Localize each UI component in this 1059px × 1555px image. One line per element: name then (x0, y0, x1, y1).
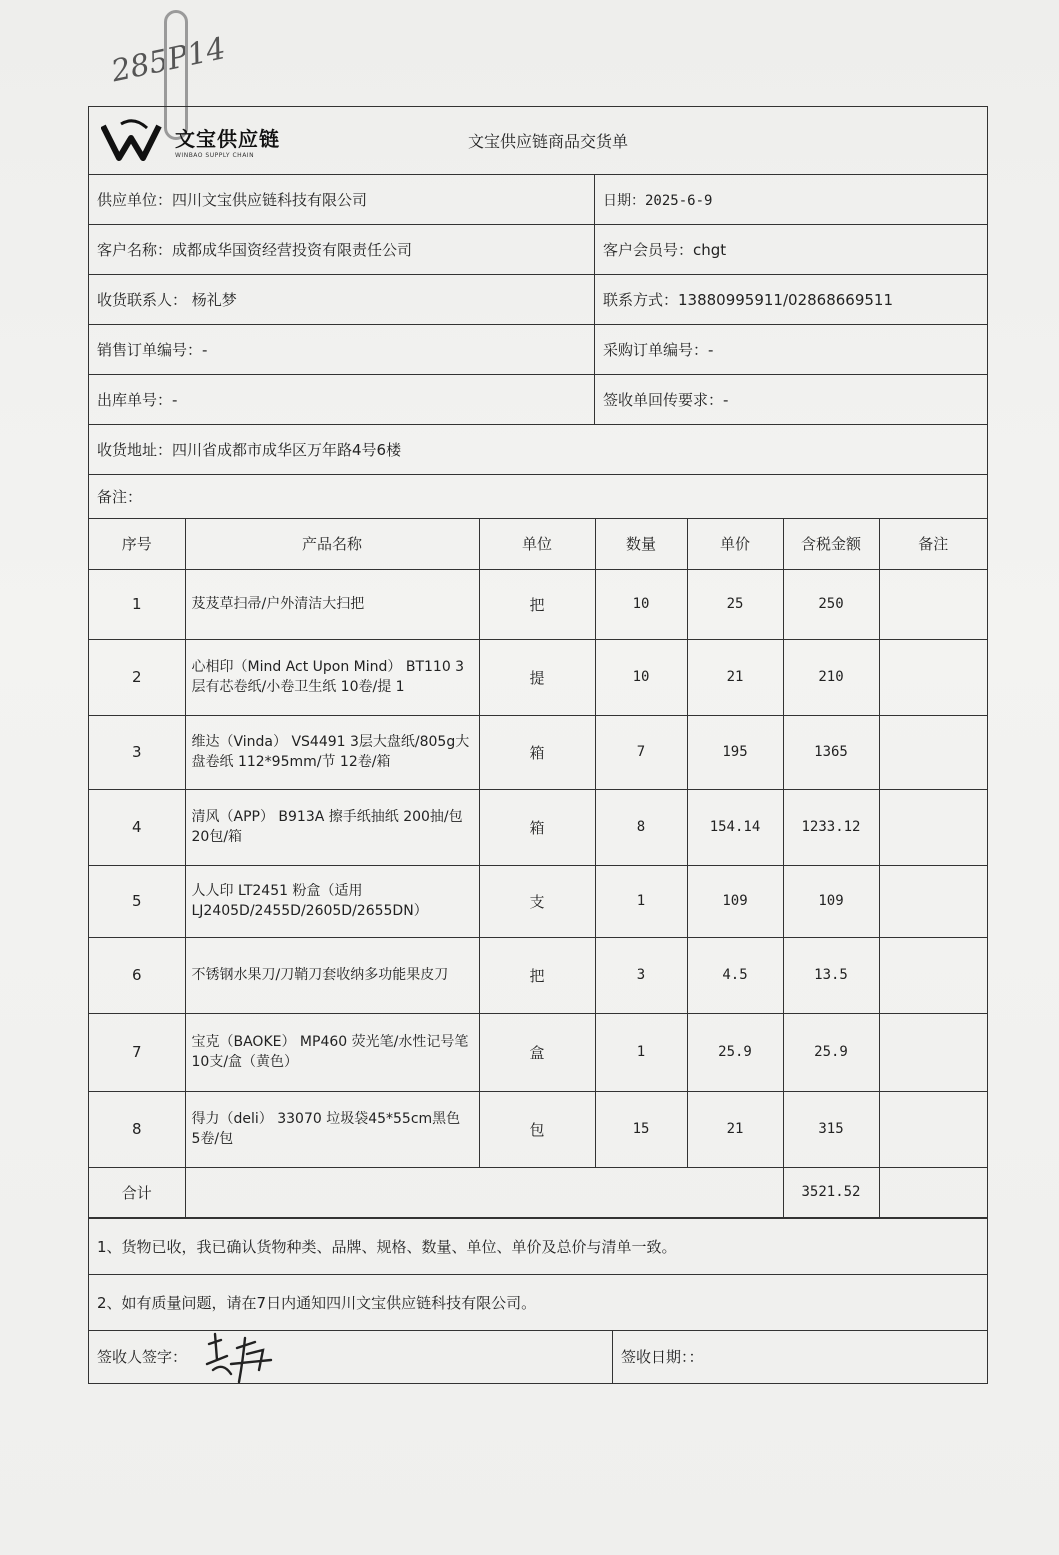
row-unit: 把 (479, 937, 595, 1013)
row-note (879, 1013, 987, 1091)
company-logo (89, 107, 321, 174)
row-qty: 15 (595, 1091, 687, 1167)
table-row (89, 789, 987, 865)
logo-name-en: WINBAO SUPPLY CHAIN (175, 151, 255, 159)
row-product-name: 人人印 LT2451 粉盒（适用LJ2405D/2455D/2605D/2655DN） (185, 865, 479, 937)
row-note (879, 715, 987, 789)
delivery-form (88, 106, 988, 1384)
row-amount: 13.5 (783, 937, 879, 1013)
row-unit: 包 (479, 1091, 595, 1167)
info-row-remarks (89, 475, 987, 519)
date-field: 日期：2025-6-9 (603, 192, 713, 209)
col-header-price: 单价 (687, 519, 783, 569)
row-product-name: 不锈钢水果刀/刀鞘刀套收纳多功能果皮刀 (185, 937, 479, 1013)
note-row-1 (89, 1219, 987, 1275)
row-amount: 1233.12 (783, 789, 879, 865)
row-amount: 1365 (783, 715, 879, 789)
row-price: 25.9 (687, 1013, 783, 1091)
document-title: 文宝供应链商品交货单 (467, 132, 628, 151)
row-qty: 7 (595, 715, 687, 789)
row-qty: 1 (595, 1013, 687, 1091)
row-price: 21 (687, 1091, 783, 1167)
row-qty: 10 (595, 569, 687, 639)
note-row-2 (89, 1275, 987, 1331)
row-amount: 25.9 (783, 1013, 879, 1091)
row-unit: 把 (479, 569, 595, 639)
row-amount: 109 (783, 865, 879, 937)
row-price: 25 (687, 569, 783, 639)
row-no: 6 (89, 937, 185, 1013)
info-row-contact (89, 275, 987, 325)
note-text-1: 1、货物已收，我已确认货物种类、品牌、规格、数量、单位、单价及总价与清单一致。 (97, 1237, 677, 1256)
row-no: 1 (89, 569, 185, 639)
row-price: 21 (687, 639, 783, 715)
row-unit: 支 (479, 865, 595, 937)
signature-row (89, 1331, 987, 1383)
form-header (89, 107, 987, 175)
customer-field: 客户名称：成都成华国资经营投资有限责任公司 (89, 225, 595, 274)
row-qty: 10 (595, 639, 687, 715)
row-product-name: 芨芨草扫帚/户外清洁大扫把 (185, 569, 479, 639)
row-amount: 250 (783, 569, 879, 639)
table-row (89, 639, 987, 715)
member-no-field: 客户会员号：chgt (603, 241, 727, 259)
logo-mark-icon (101, 118, 167, 164)
info-row-address (89, 425, 987, 475)
handwritten-signature (201, 1330, 291, 1390)
receipt-requirement-field: 签收单回传要求：- (603, 391, 729, 409)
row-no: 5 (89, 865, 185, 937)
contact-phone-field: 联系方式：13880995911/02868669511 (603, 291, 894, 309)
row-no: 7 (89, 1013, 185, 1091)
row-price: 195 (687, 715, 783, 789)
row-product-name: 心相印（Mind Act Upon Mind） BT110 3层有芯卷纸/小卷卫生纸 10卷/提 1 (185, 639, 479, 715)
row-qty: 3 (595, 937, 687, 1013)
col-header-amount: 含税金额 (783, 519, 879, 569)
col-header-name: 产品名称 (185, 519, 479, 569)
col-header-note: 备注 (879, 519, 987, 569)
row-note (879, 1091, 987, 1167)
address-field: 收货地址：四川省成都市成华区万年路4号6楼 (97, 441, 402, 459)
row-amount: 315 (783, 1091, 879, 1167)
logo-name-cn: 文宝供应链 (175, 126, 280, 151)
sign-date-cell: 签收日期：： (621, 1348, 704, 1366)
row-unit: 盒 (479, 1013, 595, 1091)
table-row (89, 569, 987, 639)
row-note (879, 639, 987, 715)
items-table (89, 519, 987, 1218)
row-no: 8 (89, 1091, 185, 1167)
remarks-field: 备注： (97, 488, 143, 506)
row-price: 4.5 (687, 937, 783, 1013)
table-row (89, 937, 987, 1013)
col-header-unit: 单位 (479, 519, 595, 569)
row-note (879, 569, 987, 639)
total-note (879, 1167, 987, 1217)
signer-cell (89, 1331, 613, 1383)
table-row (89, 1013, 987, 1091)
row-qty: 1 (595, 865, 687, 937)
supplier-field: 供应单位：四川文宝供应链科技有限公司 (89, 175, 595, 224)
row-note (879, 789, 987, 865)
table-row (89, 1091, 987, 1167)
col-header-qty: 数量 (595, 519, 687, 569)
outbound-no-field: 出库单号：- (89, 375, 595, 424)
row-price: 154.14 (687, 789, 783, 865)
note-text-2: 2、如有质量问题，请在7日内通知四川文宝供应链科技有限公司。 (97, 1293, 537, 1312)
items-section (89, 519, 987, 1219)
table-row (89, 715, 987, 789)
row-price: 109 (687, 865, 783, 937)
contact-person-field: 收货联系人： 杨礼梦 (89, 275, 595, 324)
row-product-name: 得力（deli） 33070 垃圾袋45*55cm黑色 5卷/包 (185, 1091, 479, 1167)
row-unit: 箱 (479, 789, 595, 865)
total-label: 合计 (89, 1167, 185, 1217)
purchase-order-field: 采购订单编号：- (603, 341, 714, 359)
row-product-name: 宝克（BAOKE） MP460 荧光笔/水性记号笔 10支/盒（黄色） (185, 1013, 479, 1091)
total-blank (185, 1167, 783, 1217)
info-row-customer (89, 225, 987, 275)
total-row (89, 1167, 987, 1217)
row-product-name: 清风（APP） B913A 擦手纸抽纸 200抽/包 20包/箱 (185, 789, 479, 865)
total-amount: 3521.52 (783, 1167, 879, 1217)
row-product-name: 维达（Vinda） VS4491 3层大盘纸/805g大盘卷纸 112*95mm/节 12卷/箱 (185, 715, 479, 789)
info-row-outbound (89, 375, 987, 425)
items-header-row (89, 519, 987, 569)
sales-order-field: 销售订单编号：- (89, 325, 595, 374)
signer-label: 签收人签字： (97, 1348, 188, 1366)
row-unit: 箱 (479, 715, 595, 789)
row-no: 4 (89, 789, 185, 865)
row-note (879, 937, 987, 1013)
info-row-orders (89, 325, 987, 375)
row-unit: 提 (479, 639, 595, 715)
row-amount: 210 (783, 639, 879, 715)
row-no: 3 (89, 715, 185, 789)
handwritten-note: 285P14 (108, 31, 229, 90)
info-row-supplier (89, 175, 987, 225)
row-no: 2 (89, 639, 185, 715)
table-row (89, 865, 987, 937)
row-qty: 8 (595, 789, 687, 865)
row-note (879, 865, 987, 937)
col-header-no: 序号 (89, 519, 185, 569)
